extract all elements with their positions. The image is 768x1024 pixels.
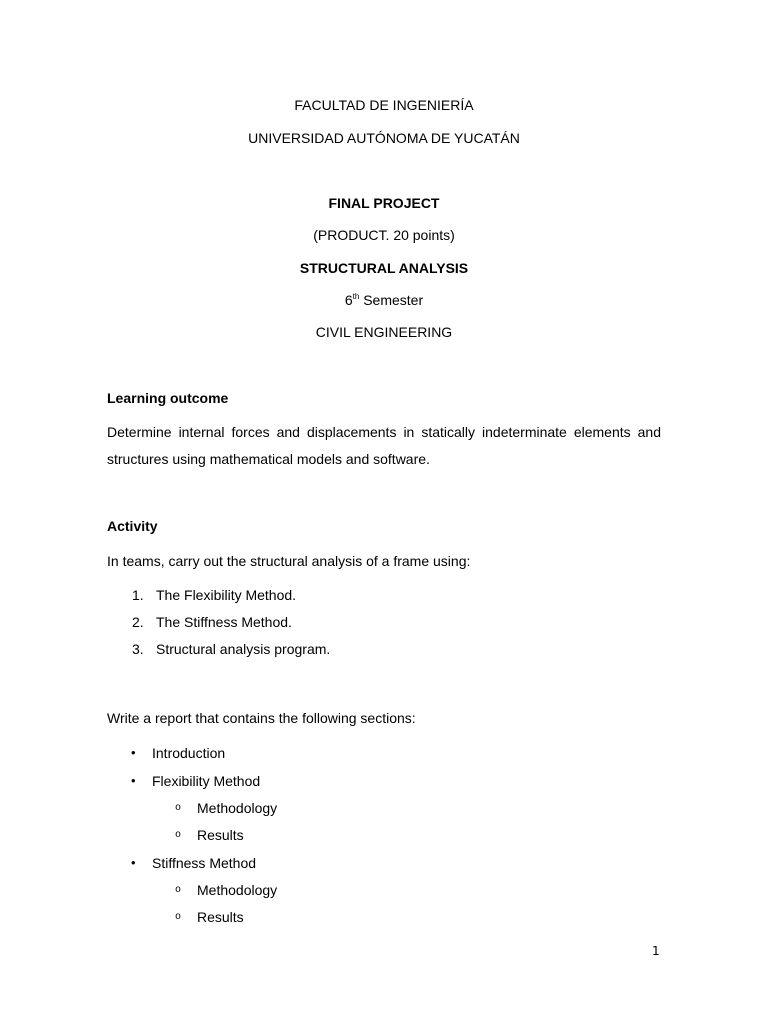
circle-bullet-icon: o — [175, 912, 182, 923]
semester-line — [0, 292, 768, 308]
learning-outcome-text: Determine internal forces and displacements in statically indeterminate elements and structures using mathematical models and software. — [107, 424, 661, 467]
circle-bullet-icon: o — [175, 885, 182, 896]
activity-intro: In teams, carry out the structural analysis of a frame using: — [107, 553, 471, 569]
semester-suffix: th — [352, 292, 360, 301]
faculty-name: FACULTAD DE INGENIERÍA — [294, 97, 474, 113]
sub-list-item: o Results — [175, 827, 244, 843]
report-intro: Write a report that contains the following sections: — [107, 710, 416, 726]
learning-outcome-heading: Learning outcome — [107, 390, 229, 406]
program-name: CIVIL ENGINEERING — [315, 324, 453, 340]
list-item: 1. The Flexibility Method. — [132, 587, 297, 603]
sub-list-item: o Methodology — [175, 882, 278, 898]
list-item: • Flexibility Method — [131, 773, 261, 789]
list-item: 2. The Stiffness Method. — [132, 614, 292, 630]
list-item: 3. Structural analysis program. — [132, 641, 331, 657]
bullet-icon: • — [131, 745, 136, 760]
circle-bullet-icon: o — [175, 830, 182, 841]
list-item: • Introduction — [131, 745, 226, 761]
bullet-icon: • — [131, 773, 136, 788]
product-points: (PRODUCT. 20 points) — [313, 227, 455, 243]
circle-bullet-icon: o — [175, 803, 182, 814]
activity-heading: Activity — [107, 518, 158, 534]
university-name: UNIVERSIDAD AUTÓNOMA DE YUCATÁN — [248, 130, 520, 146]
project-title: FINAL PROJECT — [328, 195, 440, 211]
list-item: • Stiffness Method — [131, 855, 257, 871]
semester-number: 6 — [344, 292, 353, 308]
sub-list-item: o Methodology — [175, 800, 278, 816]
semester-word: Semester — [359, 292, 424, 308]
course-title: STRUCTURAL ANALYSIS — [299, 260, 469, 276]
sub-list-item: o Results — [175, 909, 244, 925]
page-number: 1 — [652, 944, 660, 958]
bullet-icon: • — [131, 855, 136, 870]
